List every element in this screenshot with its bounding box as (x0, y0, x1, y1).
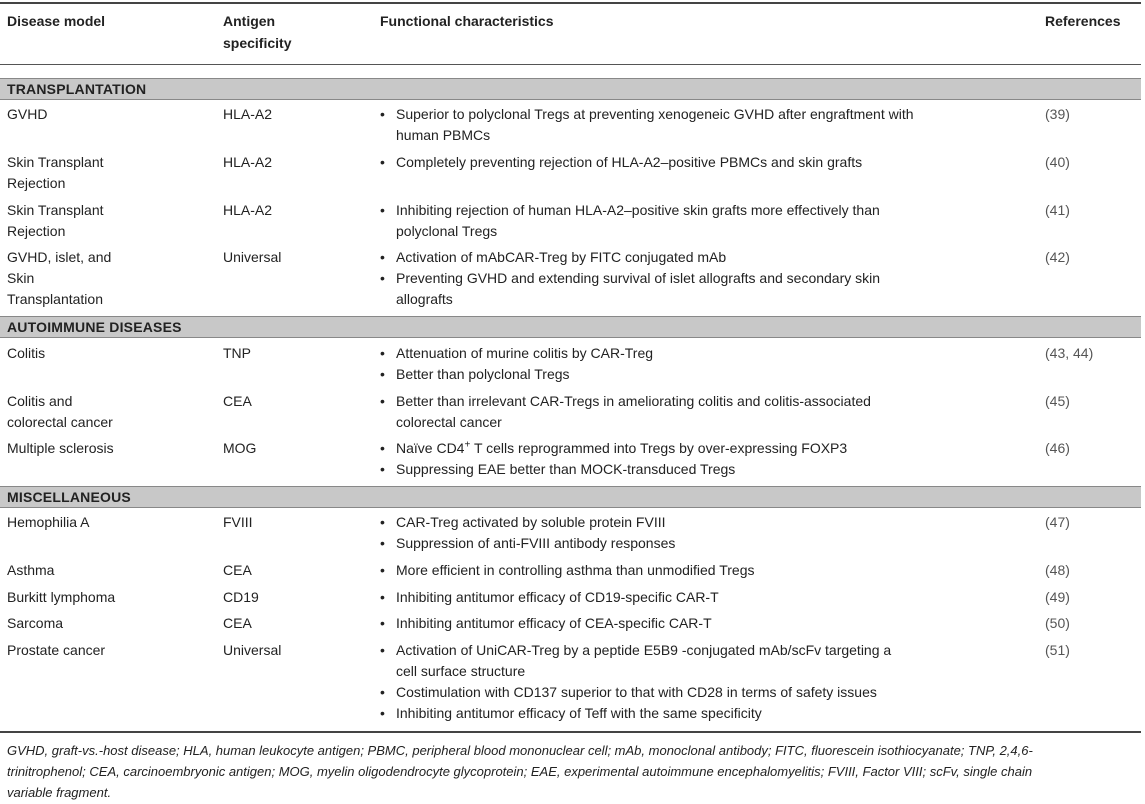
bullet-item (380, 613, 980, 634)
cell-text: Hemophilia A (7, 514, 90, 530)
bullet-item (380, 459, 980, 480)
cell-text: • Inhibiting antitumor efficacy of CEA-specific CAR-T (396, 615, 712, 631)
cell-text: • Superior to polyclonal Tregs at preventing xenogeneic GVHD after engraftment with (396, 106, 914, 122)
cell-text: Multiple sclerosis (7, 440, 114, 456)
reference-cell: (51) (1045, 642, 1070, 658)
antigen-cell: CEA (223, 615, 252, 631)
cell-text: Transplantation (7, 291, 103, 307)
cell-text: T cells reprogrammed into Tregs by over-expressing FOXP3 (470, 440, 848, 456)
antigen-cell: MOG (223, 440, 257, 456)
functional-cell (380, 560, 980, 581)
cell-text: • More efficient in controlling asthma than unmodified Tregs (396, 562, 755, 578)
bottom-rule (0, 731, 1141, 733)
bullet-item (380, 268, 980, 310)
cell-text: Skin Transplant (7, 202, 104, 218)
antigen-cell: FVIII (223, 514, 253, 530)
antigen-cell: HLA-A2 (223, 154, 273, 170)
bullet-item (380, 533, 980, 554)
cell-text: • Activation of UniCAR-Treg by a peptide E5B9 -conjugated mAb/scFv targeting a (396, 642, 892, 658)
reference-cell: (43, 44) (1045, 345, 1094, 361)
bullet-item (380, 247, 980, 268)
cell-text: Prostate cancer (7, 642, 106, 658)
functional-cell (380, 640, 980, 724)
cell-text: Rejection (7, 175, 66, 191)
cell-text: Rejection (7, 223, 66, 239)
cell-text: Colitis and (7, 393, 73, 409)
cell-text: polyclonal Tregs (396, 223, 498, 239)
cell-text: • Completely preventing rejection of HLA-A2–positive PBMCs and skin grafts (396, 154, 863, 170)
footnote-line: trinitrophenol; CEA, carcinoembryonic antigen; MOG, myelin oligodendrocyte glycoprotein; EAE, experimental autoimmune encephalomyelitis; FVIII, Factor VIII; scFv, single chain (7, 764, 1033, 779)
reference-cell: (50) (1045, 615, 1070, 631)
disease-model-cell (7, 613, 207, 634)
functional-cell (380, 104, 980, 146)
top-rule (0, 2, 1141, 4)
reference-cell: (49) (1045, 589, 1070, 605)
antigen-cell: CEA (223, 393, 252, 409)
cell-text: Skin (7, 270, 35, 286)
reference-cell: (41) (1045, 202, 1070, 218)
antigen-cell: CEA (223, 562, 252, 578)
cell-text: Sarcoma (7, 615, 64, 631)
cell-text: GVHD, islet, and (7, 249, 112, 265)
cell-text: Skin Transplant (7, 154, 104, 170)
header-functional: Functional characteristics (380, 13, 554, 29)
disease-model-cell (7, 200, 207, 242)
cell-text: • CAR-Treg activated by soluble protein FVIII (396, 514, 666, 530)
header-rule (0, 64, 1141, 65)
antigen-cell: HLA-A2 (223, 202, 273, 218)
cell-text: cell surface structure (396, 663, 526, 679)
reference-cell: (47) (1045, 514, 1070, 530)
cell-text: • Preventing GVHD and extending survival of islet allografts and secondary skin (396, 270, 881, 286)
header-disease-model: Disease model (7, 13, 106, 29)
reference-cell: (42) (1045, 249, 1070, 265)
disease-model-cell (7, 560, 207, 581)
disease-model-cell (7, 438, 207, 459)
cell-text: • Better than polyclonal Tregs (396, 366, 570, 382)
cell-text: Asthma (7, 562, 55, 578)
bullet-item (380, 703, 980, 724)
bullet-item (380, 560, 980, 581)
functional-cell (380, 152, 980, 173)
cell-text: • Activation of mAbCAR-Treg by FITC conjugated mAb (396, 249, 727, 265)
functional-cell (380, 512, 980, 554)
header-references: References (1045, 13, 1121, 29)
superscript: + (464, 439, 471, 451)
disease-model-cell (7, 104, 207, 125)
functional-cell (380, 343, 980, 385)
bullet-item (380, 640, 980, 682)
reference-cell: (45) (1045, 393, 1070, 409)
section-autoimmune (0, 316, 1141, 338)
cell-text: colorectal cancer (7, 414, 113, 430)
disease-model-cell (7, 247, 207, 310)
disease-model-cell (7, 512, 207, 533)
cell-text: • Costimulation with CD137 superior to that with CD28 in terms of safety issues (396, 684, 877, 700)
header-antigen-line1: Antigen (223, 13, 276, 29)
bullet-item (380, 104, 980, 146)
header-antigen-line2: specificity (223, 35, 292, 51)
reference-cell: (40) (1045, 154, 1070, 170)
cell-text: GVHD (7, 106, 48, 122)
disease-model-cell (7, 152, 207, 194)
cell-text: • Inhibiting rejection of human HLA-A2–positive skin grafts more effectively than (396, 202, 880, 218)
functional-cell (380, 391, 980, 433)
section-misc (0, 486, 1141, 508)
bullet-item (380, 438, 980, 459)
disease-model-cell (7, 391, 207, 433)
functional-cell (380, 613, 980, 634)
bullet-item (380, 364, 980, 385)
reference-cell: (39) (1045, 106, 1070, 122)
cell-text: Burkitt lymphoma (7, 589, 116, 605)
bullet-item (380, 152, 980, 173)
bullet-item (380, 512, 980, 533)
cell-text: • Inhibiting antitumor efficacy of Teff with the same specificity (396, 705, 762, 721)
cell-text: • Inhibiting antitumor efficacy of CD19-specific CAR-T (396, 589, 719, 605)
functional-cell (380, 438, 980, 480)
footnote-line: GVHD, graft-vs.-host disease; HLA, human leukocyte antigen; PBMC, peripheral blood mononuclear cell; mAb, monoclonal antibody; FITC, fluorescein isothiocyanate; TNP, 2,4,6- (7, 743, 1033, 758)
bullet-item (380, 343, 980, 364)
bullet-item (380, 200, 980, 242)
disease-model-cell (7, 640, 207, 661)
cell-text: • Attenuation of murine colitis by CAR-Treg (396, 345, 654, 361)
functional-cell (380, 247, 980, 310)
cell-text: human PBMCs (396, 127, 491, 143)
section-label: TRANSPLANTATION (7, 81, 147, 97)
table-footnote (7, 740, 1137, 803)
functional-cell (380, 587, 980, 608)
section-transplantation (0, 78, 1141, 100)
cell-text: • Suppressing EAE better than MOCK-transduced Tregs (396, 461, 736, 477)
reference-cell: (48) (1045, 562, 1070, 578)
cell-text: allografts (396, 291, 453, 307)
cell-text: • Better than irrelevant CAR-Tregs in ameliorating colitis and colitis-associated (396, 393, 871, 409)
cell-text: colorectal cancer (396, 414, 502, 430)
functional-cell (380, 200, 980, 242)
reference-cell: (46) (1045, 440, 1070, 456)
antigen-cell: TNP (223, 345, 251, 361)
bullet-item (380, 682, 980, 703)
bullet-item (380, 587, 980, 608)
section-label: MISCELLANEOUS (7, 489, 131, 505)
cell-text: Colitis (7, 345, 46, 361)
disease-model-cell (7, 587, 207, 608)
antigen-cell: CD19 (223, 589, 259, 605)
bullet-item (380, 391, 980, 433)
cell-text: Naïve CD4 (396, 440, 465, 456)
cell-text: • Suppression of anti-FVIII antibody responses (396, 535, 676, 551)
section-label: AUTOIMMUNE DISEASES (7, 319, 182, 335)
antigen-cell: Universal (223, 642, 282, 658)
antigen-cell: Universal (223, 249, 282, 265)
footnote-line: variable fragment. (7, 785, 112, 800)
disease-model-cell (7, 343, 207, 364)
antigen-cell: HLA-A2 (223, 106, 273, 122)
